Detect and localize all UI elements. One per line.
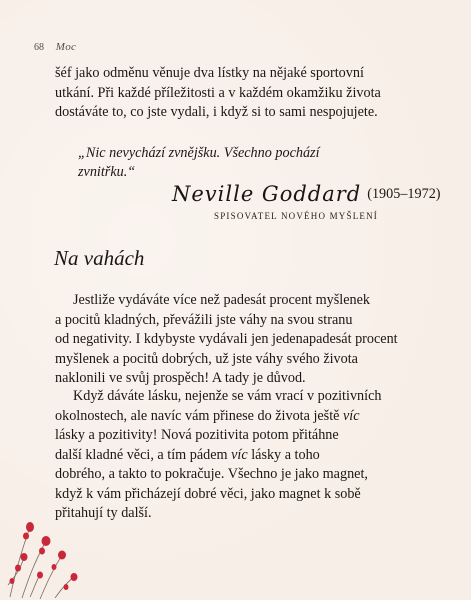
intro-paragraph	[55, 64, 425, 123]
text-line: utkání. Při každé příležitosti a v každém okamžiku života	[55, 84, 381, 101]
text-line: lásky a pozitivity! Nová pozitivita potom přitáhne	[55, 427, 339, 443]
emphasis: víc	[231, 446, 248, 463]
author-years: (1905–1972)	[367, 185, 441, 202]
text-segment: další kladné věci, a tím pádem	[55, 446, 232, 463]
paragraph-love	[55, 387, 425, 524]
text-segment: lásky a toho	[247, 446, 320, 463]
text-line	[55, 407, 425, 427]
quote-attribution	[172, 180, 441, 208]
section-heading: Na vahách	[54, 246, 145, 270]
quote	[78, 144, 398, 181]
emphasis: víc	[343, 407, 360, 424]
text-line: přitahují ty další.	[55, 505, 152, 521]
author-signature: Neville Goddard	[172, 182, 362, 206]
text-line: od negativity. I kdybyste vydávali jen jedenapadesát procent	[55, 331, 398, 347]
text-segment: okolnostech, ale navíc vám přinese do života ještě	[55, 407, 343, 424]
author-role: SPISOVATEL NOVÉHO MYŠLENÍ	[214, 211, 379, 221]
text-line: a pocitů kladných, převážili jste váhy na svou stranu	[55, 311, 353, 328]
flower-buds	[10, 522, 78, 590]
quote-line: zvnitřku.“	[78, 163, 136, 180]
section-title: Moc	[55, 41, 77, 53]
text-line: dostáváte to, co jste vydali, i když si to sami nespojujete.	[55, 104, 378, 120]
quote-line: „Nic nevychází zvnějšku. Všechno pochází	[78, 145, 320, 161]
text-line: dobrého, a takto to pokračuje. Všechno je jako magnet,	[55, 466, 368, 482]
flower-decoration	[0, 505, 90, 600]
text-line: naklonili ve svůj prospěch! A tady je důvod.	[55, 370, 306, 386]
text-line: když k vám přicházejí dobré věci, jako magnet k sobě	[55, 485, 361, 502]
page-header	[34, 41, 76, 53]
text-line: Jestliže vydáváte více než padesát procent myšlenek	[73, 292, 371, 308]
text-line: myšlenek a pocitů dobrých, už jste váhy svého života	[55, 350, 358, 367]
paragraph-balance	[55, 291, 425, 389]
text-line	[55, 446, 425, 466]
text-line: šéf jako odměnu věnuje dva lístky na nějaké sportovní	[55, 65, 364, 81]
page-number: 68	[34, 42, 44, 53]
text-line: Když dáváte lásku, nejenže se vám vrací v pozitivních	[73, 388, 382, 404]
